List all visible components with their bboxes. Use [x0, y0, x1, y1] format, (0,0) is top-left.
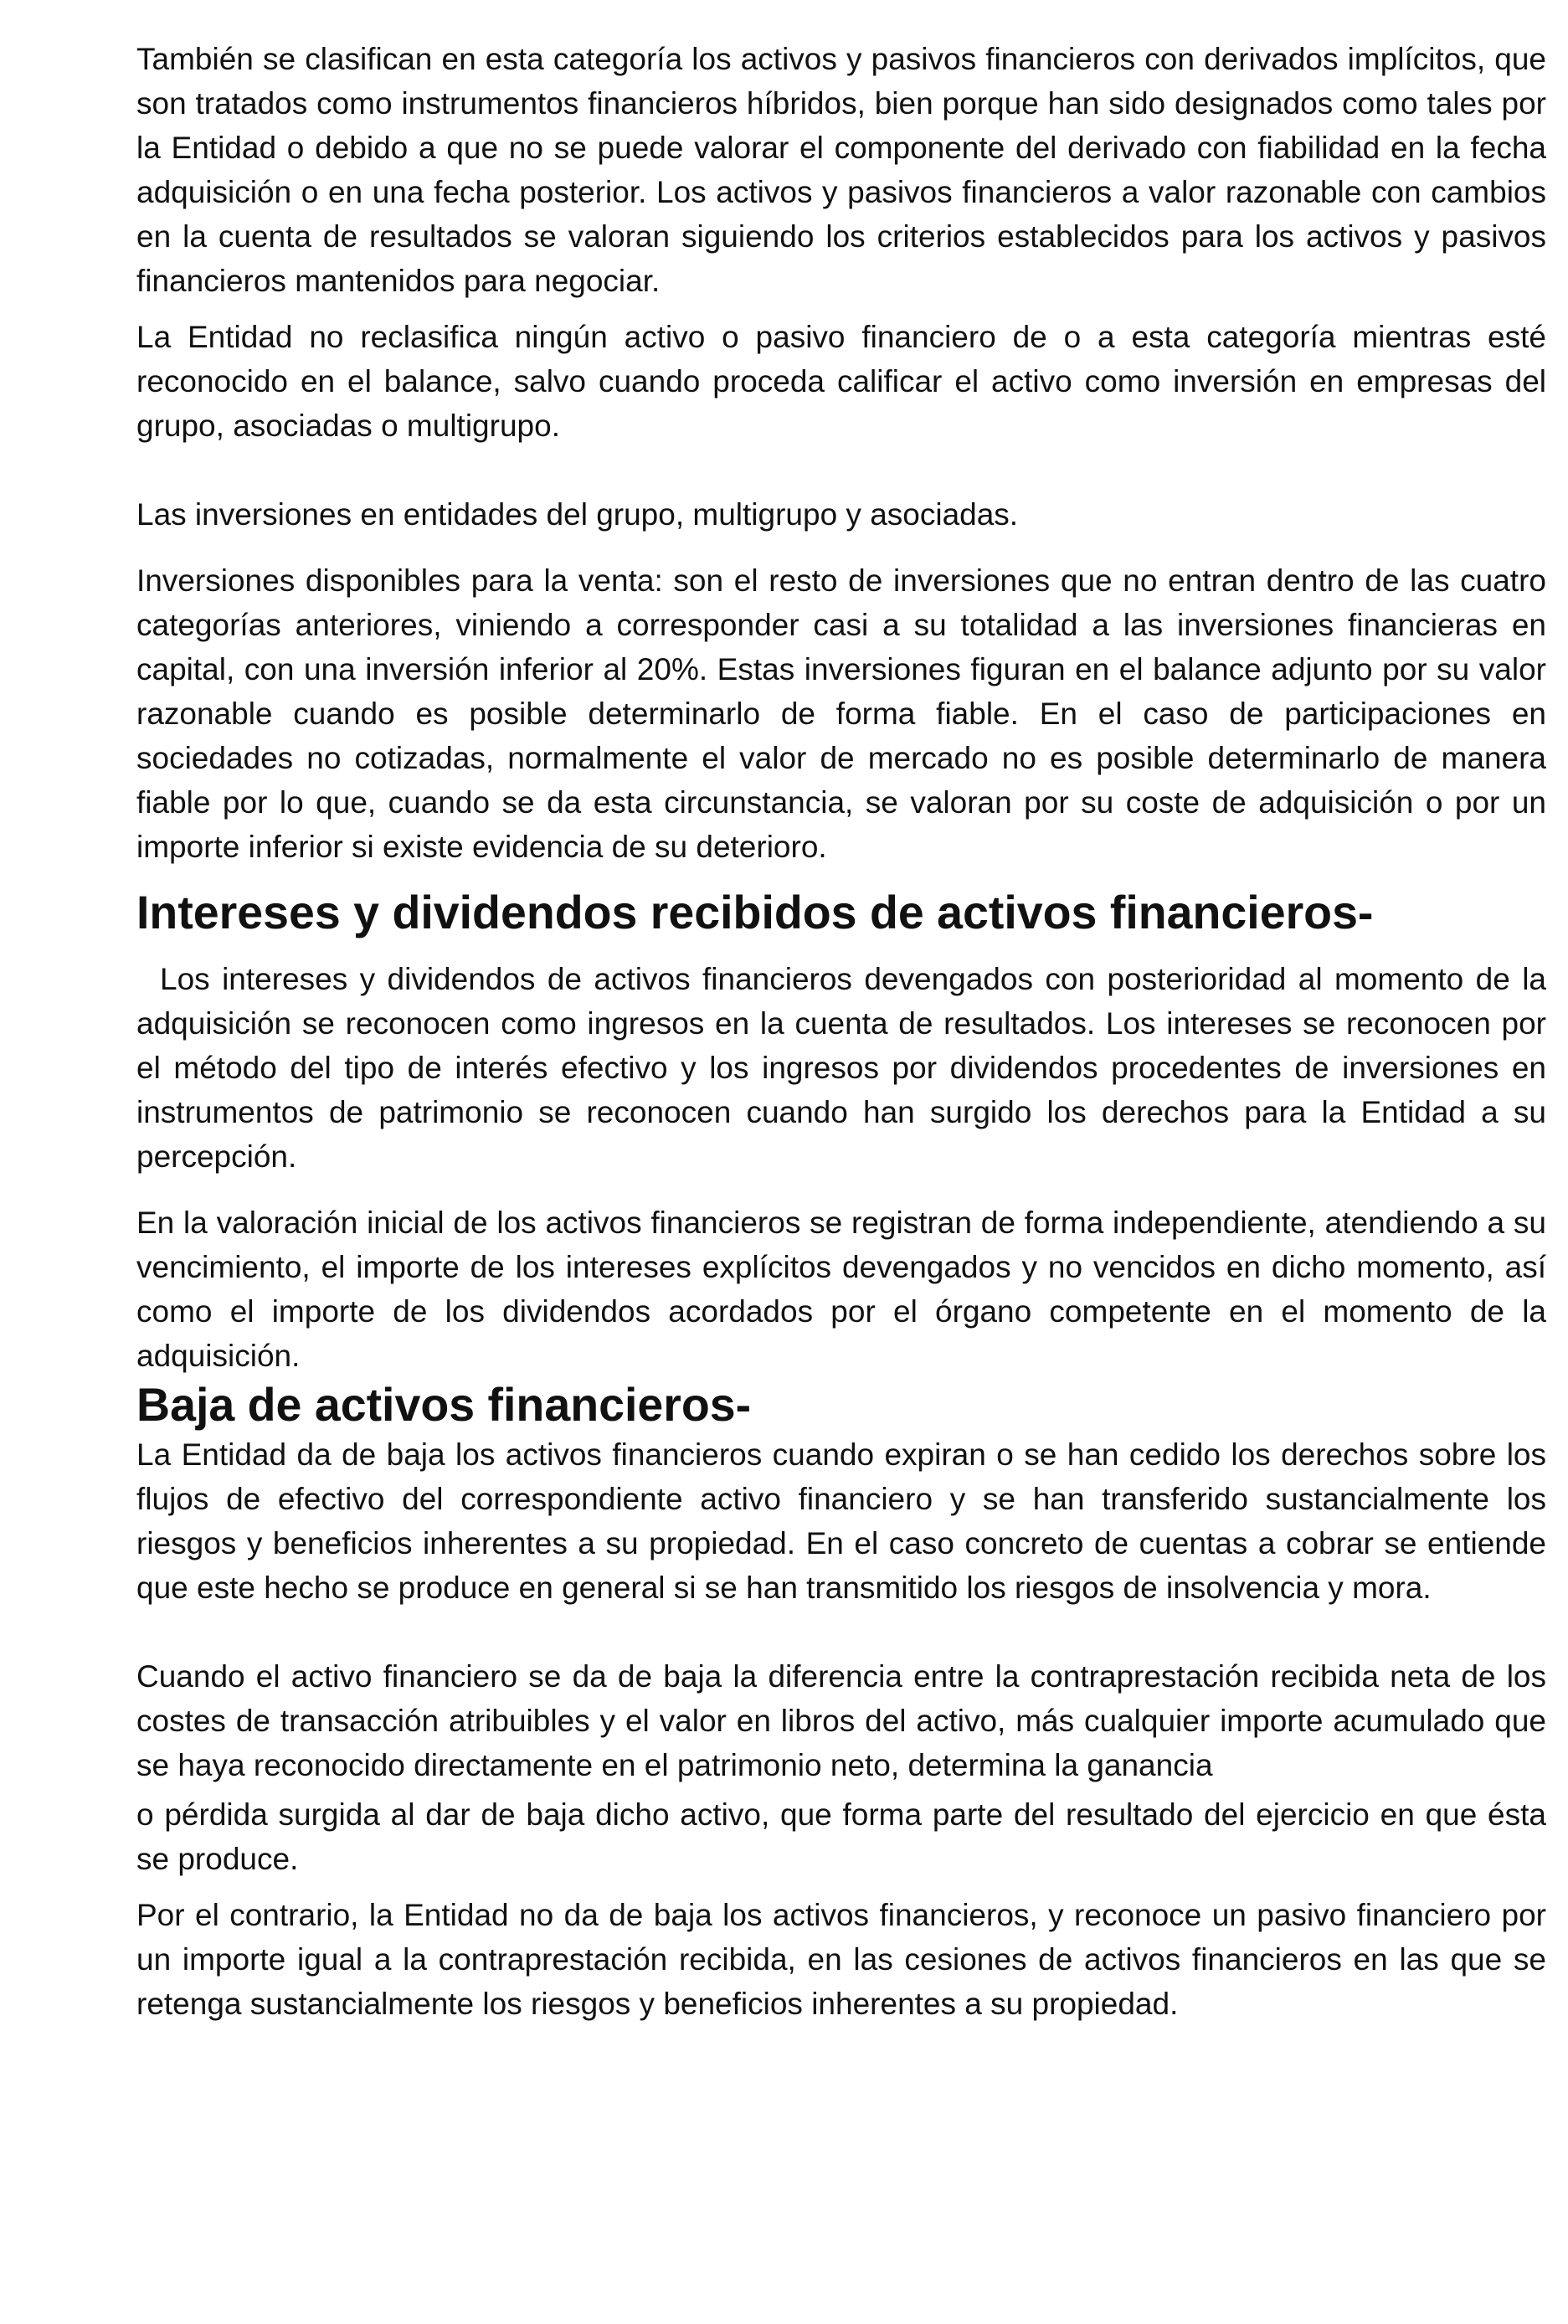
heading-baja-activos: Baja de activos financieros- [136, 1379, 752, 1431]
document-page [136, 37, 1546, 2026]
heading-intereses-dividendos: Intereses y dividendos recibidos de activos financieros- [136, 887, 1374, 938]
paragraph-contraprestacion: Cuando el activo financiero se da de baja la diferencia entre la contraprestación recibida neta de los costes de transacción atribuibles y el valor en libros del activo, más cualquier importe acumulado que se haya reconocido directamente en el patrimonio neto, determina la ganancia [136, 1659, 1546, 1782]
paragraph-por-el-contrario: Por el contrario, la Entidad no da de baja los activos financieros, y reconoce un pasivo financiero por un importe igual a la contraprestación recibida, en las cesiones de activos financieros en las que se retenga sustancialmente los riesgos y beneficios inherentes a su propiedad. [136, 1898, 1546, 2021]
paragraph-baja-activos: La Entidad da de baja los activos financieros cuando expiran o se han cedido los derechos sobre los flujos de efectivo del correspondiente activo financiero y se han transferido sustancialmente los riesgos y beneficios inherentes a su propiedad. En el caso concreto de cuentas a cobrar se entiende que este hecho se produce en general si se han transmitido los riesgos de insolvencia y mora. [136, 1437, 1546, 1605]
paragraph-disponibles-venta: Inversiones disponibles para la venta: son el resto de inversiones que no entran dentro de las cuatro categorías anteriores, viniendo a corresponder casi a su totalidad a las inversiones financieras en capital, con una inversión inferior al 20%. Estas inversiones figuran en el balance adjunto por su valor razonable cuando es posible determinarlo de forma fiable. En el caso de participaciones en sociedades no cotizadas, normalmente el valor de mercado no es posible determinarlo de manera fiable por lo que, cuando se da esta circunstancia, se valoran por su coste de adquisición o por un importe inferior si existe evidencia de su deterioro. [136, 563, 1546, 864]
paragraph-no-reclasifica: La Entidad no reclasifica ningún activo o pasivo financiero de o a esta categoría mientras esté reconocido en el balance, salvo cuando proceda calificar el activo como inversión en empresas del grupo, asociadas o multigrupo. [136, 320, 1546, 443]
paragraph-perdida-surgida: o pérdida surgida al dar de baja dicho activo, que forma parte del resultado del ejercicio en que ésta se produce. [136, 1797, 1546, 1876]
paragraph-derivados-implicitos: También se clasifican en esta categoría los activos y pasivos financieros con derivados implícitos, que son tratados como instrumentos financieros híbridos, bien porque han sido designados como tales por la Entidad o debido a que no se puede valorar el componente del derivado con fiabilidad en la fecha adquisición o en una fecha posterior. Los activos y pasivos financieros a valor razonable con cambios en la cuenta de resultados se valoran siguiendo los criterios establecidos para los activos y pasivos financieros mantenidos para negociar. [136, 42, 1546, 298]
paragraph-intereses-dividendos: Los intereses y dividendos de activos financieros devengados con posterioridad al momento de la adquisición se reconocen como ingresos en la cuenta de resultados. Los intereses se reconocen por el método del tipo de interés efectivo y los ingresos por dividendos procedentes de inversiones en instrumentos de patrimonio se reconocen cuando han surgido los derechos para la Entidad a su percepción. [136, 962, 1546, 1174]
paragraph-inversiones-grupo: Las inversiones en entidades del grupo, multigrupo y asociadas. [136, 497, 1019, 532]
paragraph-valoracion-inicial: En la valoración inicial de los activos financieros se registran de forma independiente, atendiendo a su vencimiento, el importe de los intereses explícitos devengados y no vencidos en dicho momento, así como el importe de los dividendos acordados por el órgano competente en el momento de la adquisición. [136, 1206, 1546, 1373]
